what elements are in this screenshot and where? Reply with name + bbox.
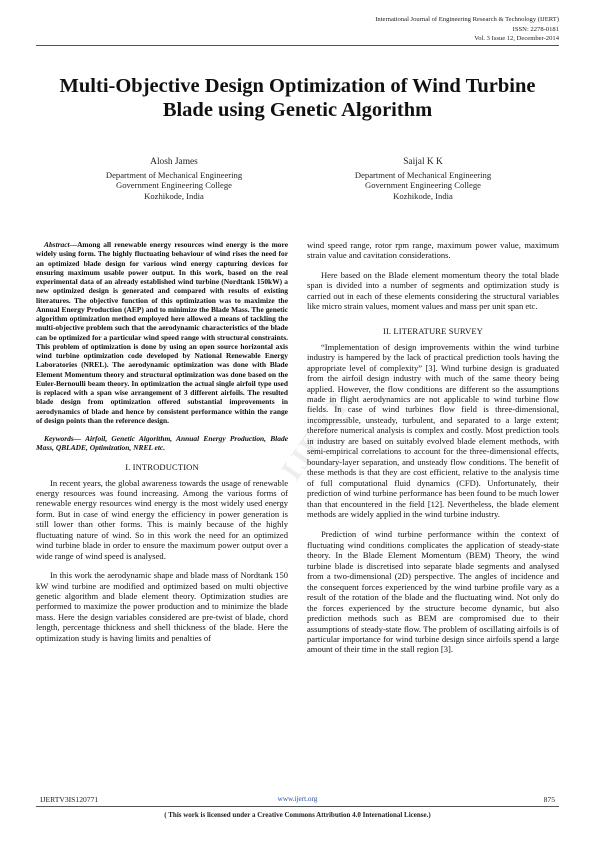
keywords: Keywords— Airfoil, Genetic Algorithm, Annual Energy Production, Blade Mass, QBLADE, Optimization, NREL etc. xyxy=(36,434,288,453)
license-notice: ( This work is licensed under a Creative Commons Attribution 4.0 International License.) xyxy=(164,811,431,819)
journal-name: International Journal of Engineering Research & Technology (IJERT) xyxy=(375,16,559,23)
abstract xyxy=(36,240,288,425)
author-name: Alosh James xyxy=(150,157,198,167)
author-department: Department of Mechanical Engineering xyxy=(354,169,492,180)
intro-paragraph: In recent years, the global awareness towards the usage of renewable energy resources was found increasing. Among the various forms of renewable energy resources wind energy is the most widely used energy form. But in case of wind energy the efficiency in power generation is still lower than other forms. This is mainly because of the highly fluctuating nature of wind. So in this work the need for an optimized wind turbine blade in order to ensure the maximum power output over a wide range of wind speed is analysed. xyxy=(36,477,288,561)
author-block-1 xyxy=(74,157,274,202)
section-heading-literature-survey: II. LITERATURE SURVEY xyxy=(383,325,483,336)
header-rule xyxy=(36,45,559,46)
body-paragraph: wind speed range, rotor rpm range, maximum power value, maximum strain value and cavitation considerations. xyxy=(307,240,559,261)
footer-rule xyxy=(36,806,559,807)
abstract-text: Among all renewable energy resources wind energy is the more widely using form. The highly fluctuating behaviour of wind rises the need for an optimized blade design for various wind energy capturing devices for ensuring maximum usable power output. In this work, based on the real experimental data of an already established wind turbine (Nordtank 150kW) a new optimized design is generated and compared with results of existing literatures. The objective function of this optimization was to maximize the Annual Energy Production (AEP) and to minimize the Blade Mass. The genetic algorithm optimization method employed here allowed a means of tackling the multi-objective problem such that the aerodynamic characteristics of the blade can be optimized for a particular wind speed range with structural constraints. This problem of optimization is done by using an open source horizontal axis wind turbine optimization code developed by National Renewable Energy Laboratories (NREL). The aerodynamic optimization was done with Blade Element Momentum theory and structural optimization was done based on the Euler-Bernoulli beam theory. In optimization the actual single airfoil type used is replaced with a span wise arrangement of 3 different airfoils. The resulted blade design from optimization offered substantial improvements in aerodynamics of blade and hence by consistent performance within the range of design points than the reference design. xyxy=(36,240,288,425)
journal-issn: ISSN: 2278-0181 xyxy=(512,25,559,33)
paper-title: Multi-Objective Design Optimization of Wind Turbine Blade using Genetic Algorithm xyxy=(59,75,536,121)
footer-page-number: 875 xyxy=(543,795,555,804)
journal-volume: Vol. 3 Issue 12, December-2014 xyxy=(474,35,559,43)
right-column xyxy=(307,240,559,655)
author-department: Department of Mechanical Engineering xyxy=(105,169,243,180)
author-block-2 xyxy=(323,157,523,202)
author-location: Kozhikode, India xyxy=(144,191,204,202)
footer-paper-id: IJERTV3IS120771 xyxy=(40,795,99,804)
body-paragraph: Here based on the Blade element momentum theory the total blade span is divided into a number of segments and optimization study is carried out in each of these elements considering the structural variables like micro strain values, moment values and mass per unit span etc. xyxy=(307,269,559,312)
left-column xyxy=(36,240,288,643)
author-name: Saijal K K xyxy=(403,157,443,167)
author-college: Government Engineering College xyxy=(365,180,481,191)
author-college: Government Engineering College xyxy=(116,180,232,191)
abstract-label: Abstract— xyxy=(44,240,78,249)
intro-paragraph: In this work the aerodynamic shape and blade mass of Nordtank 150 kW wind turbine are modified and optimized based on multi objective genetic algorithm and blade element theory. Optimization studies are performed to maximize the power production and to minimize the blade mass. Here the design variables considered are pre-twist of blade, chord length, percentage thickness and shell thickness of the blade. Here the optimization study is having limits and penalties of xyxy=(36,570,288,643)
journal-header xyxy=(375,15,559,44)
section-heading-introduction: I. INTRODUCTION xyxy=(125,461,199,472)
author-location: Kozhikode, India xyxy=(393,191,453,202)
footer-website-link[interactable]: www.ijert.org xyxy=(277,795,318,803)
literature-paragraph: Prediction of wind turbine performance within the context of fluctuating wind conditions complicates the application of steady-state theory. In the Blade Element Momentum (BEM) Theory, the wind turbine blade is discretised into separate blade segments and analysed from a two-dimensional (2D) perspective. The angles of incidence and the consequent forces experienced by the wind turbine profile vary as a result of the rotation of the blade and the fluctuating wind. Not only do the forces experienced by the structure become dynamic, but also prediction methods such as BEM are compromised due to their assumptions of steady-state flow. The problem of oscillating airfoils is of particular importance for wind turbine design since airfoils spend a large amount of their time in the stall region [3]. xyxy=(307,529,559,655)
literature-paragraph: “Implementation of design improvements within the wind turbine industry is hampered by the lack of practical prediction tools having the appropriate level of complexity” [3]. Wind turbine design is graduated from the airfoil design industry with much of the same theory being applied. However, the flow conditions are different so the assumptions made in flight aerodynamics are not applicable to wind turbine flow fields. In case of wind turbines flow field is three-dimensional, incompressible, unsteady, turbulent, and separated to a large extent; therefore numerical analysis is complex and costly. Most prediction tools in industry are based on suitably evolved blade element methods, with semi-empirical correlations to account for the three-dimensional effects, boundary-layer separation, and unsteady flow conditions. The benefit of these methods is that they are cost efficient, relative to the analysis time of full computational fluid dynamics (CFD). Unfortunately, their prediction of wind turbine performance has been found to be much lower than that encountered in the field [12]. Nevertheless, the blade element methods are widely applied in the wind turbine industry. xyxy=(307,341,559,519)
watermark-logo: IJERT xyxy=(274,387,358,487)
